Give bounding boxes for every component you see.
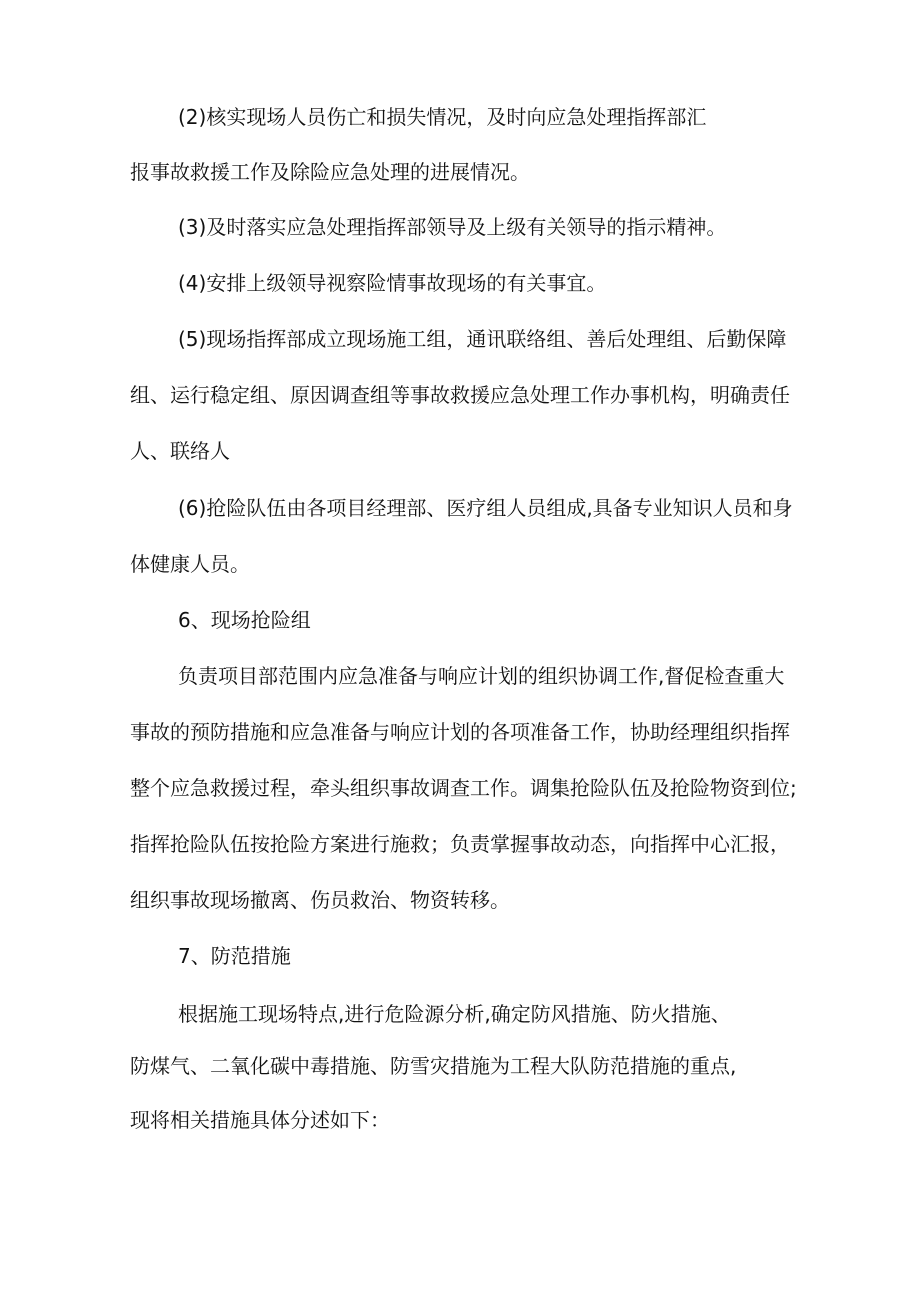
text-line-6: 组、运行稳定组、原因调查组等事故救援应急处理工作办事机构，明确责任	[130, 383, 790, 407]
text-line-4: (4)安排上级领导视察险情事故现场的有关事宜。	[178, 271, 607, 295]
text-line-5: (5)现场指挥部成立现场施工组，通讯联络组、善后处理组、后勤保障	[178, 327, 787, 351]
section-heading-7: 7、防范措施	[178, 944, 291, 968]
text-line-14: 指挥抢险队伍按抢险方案进行施救；负责掌握事故动态，向指挥中心汇报，	[130, 832, 790, 856]
text-line-9: 体健康人员。	[130, 552, 250, 576]
text-line-13: 整个应急救援过程，牵头组织事故调查工作。调集抢险队伍及抢险物资到位;	[130, 776, 797, 800]
text-line-15: 组织事故现场撤离、伤员救治、物资转移。	[130, 888, 510, 912]
text-line-7: 人、联络人	[130, 439, 230, 463]
section-heading-6: 6、现场抢险组	[178, 608, 311, 632]
text-line-19: 现将相关措施具体分述如下：	[130, 1108, 390, 1132]
text-line-3: (3)及时落实应急处理指挥部领导及上级有关领导的指示精神。	[178, 215, 727, 239]
text-line-8: (6)抢险队伍由各项目经理部、医疗组人员组成,具备专业知识人员和身	[178, 496, 793, 520]
text-line-11: 负责项目部范围内应急准备与响应计划的组织协调工作,督促检查重大	[178, 664, 785, 688]
text-line-1: (2)核实现场人员伤亡和损失情况，及时向应急处理指挥部汇	[178, 105, 707, 129]
text-line-17: 根据施工现场特点,进行危险源分析,确定防风措施、防火措施、	[178, 1002, 731, 1026]
text-line-12: 事故的预防措施和应急准备与响应计划的各项准备工作，协助经理组织指挥	[130, 720, 790, 744]
text-line-18: 防煤气、二氧化碳中毒措施、防雪灾措施为工程大队防范措施的重点,	[130, 1054, 737, 1078]
text-line-2: 报事故救援工作及除险应急处理的进展情况。	[130, 160, 530, 184]
